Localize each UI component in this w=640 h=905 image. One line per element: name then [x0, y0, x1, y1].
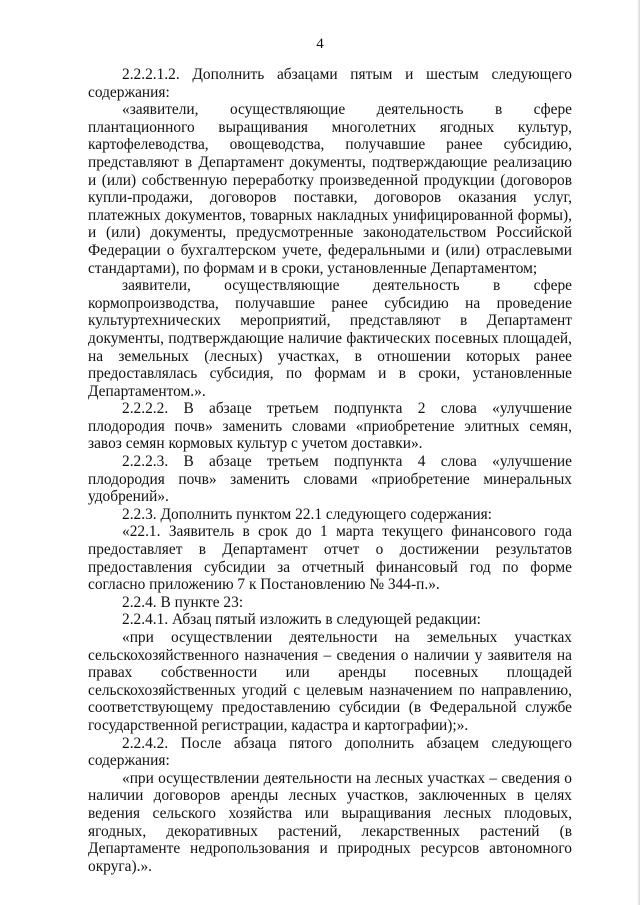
paragraph-2-2-2-3: 2.2.2.3. В абзаце третьем подпункта 4 слова «улучшение плодородия почв» заменить словами «приобретение минеральных удобрений». — [88, 453, 572, 506]
paragraph-applicants-forage: заявители, осуществляющие деятельность в сфере кормопроизводства, получавшие ранее субсидию на проведение культуртехнических мероприятий, представляют в Департамент документы, подтверждающие наличие фактических посевных площадей, на земельных (лесных) участках, в отношении которых ранее предоставлялась субсидия, по формам и в сроки, установленные Департаментом.». — [88, 277, 572, 400]
paragraph-2-2-4-1: 2.2.4.1. Абзац пятый изложить в следующей редакции: — [122, 611, 481, 629]
paragraph-forest-plots: «при осуществлении деятельности на лесных участках – сведения о наличии договоров аренды лесных участков, заключенных в целях ведения сельского хозяйства или выращивания лесных плодовых, ягодных, декоративных растений, лекарственных растений (в Департаменте недропользования и природных ресурсов автономного округа).». — [88, 769, 572, 875]
paragraph-2-2-2-1-2: 2.2.2.1.2. Дополнить абзацами пятым и шестым следующего содержания: — [88, 66, 572, 101]
paragraph-2-2-4: 2.2.4. В пункте 23: — [122, 593, 244, 611]
document-body — [88, 66, 572, 875]
paragraph-land-plots: «при осуществлении деятельности на земельных участках сельскохозяйственного назначения – сведения о наличии у заявителя на правах собственности или аренды посевных площадей сельскохозяйственных угодий с целевым назначением по направлению, соответствующему предоставлению субсидии (в Федеральной службе государственной регистрации, кадастра и картографии);». — [88, 629, 572, 734]
paragraph-2-2-4-2: 2.2.4.2. После абзаца пятого дополнить абзацем следующего содержания: — [88, 734, 572, 770]
paragraph-applicants-plantation: «заявители, осуществляющие деятельность в сфере плантационного выращивания многолетних ягодных культур, картофелеводства, овощеводства, получавшие ранее субсидию, представляют в Департамент документы, подтверждающие реализацию и (или) собственную переработку произведенной продукции (договоров купли-продажи, договоров поставки, договоров оказания услуг, платежных документов, товарных накладных унифицированной формы), и (или) документы, предусмотренные законодательством Российской Федерации о бухгалтерском учете, федеральными и (или) отраслевыми стандартами), по формам и в сроки, установленные Департаментом; — [88, 101, 572, 277]
paragraph-22-1: «22.1. Заявитель в срок до 1 марта текущего финансового года предоставляет в Департамент отчет о достижении результатов предоставления субсидии за отчетный финансовый год по форме согласно приложению 7 к Постановлению № 344-п.». — [88, 523, 572, 594]
paragraph-2-2-3: 2.2.3. Дополнить пунктом 22.1 следующего содержания: — [122, 505, 492, 523]
paragraph-2-2-2-2: 2.2.2.2. В абзаце третьем подпункта 2 слова «улучшение плодородия почв» заменить словами «приобретение элитных семян, завоз семян кормовых культур с учетом доставки». — [88, 400, 572, 453]
page-number: 4 — [316, 36, 324, 52]
